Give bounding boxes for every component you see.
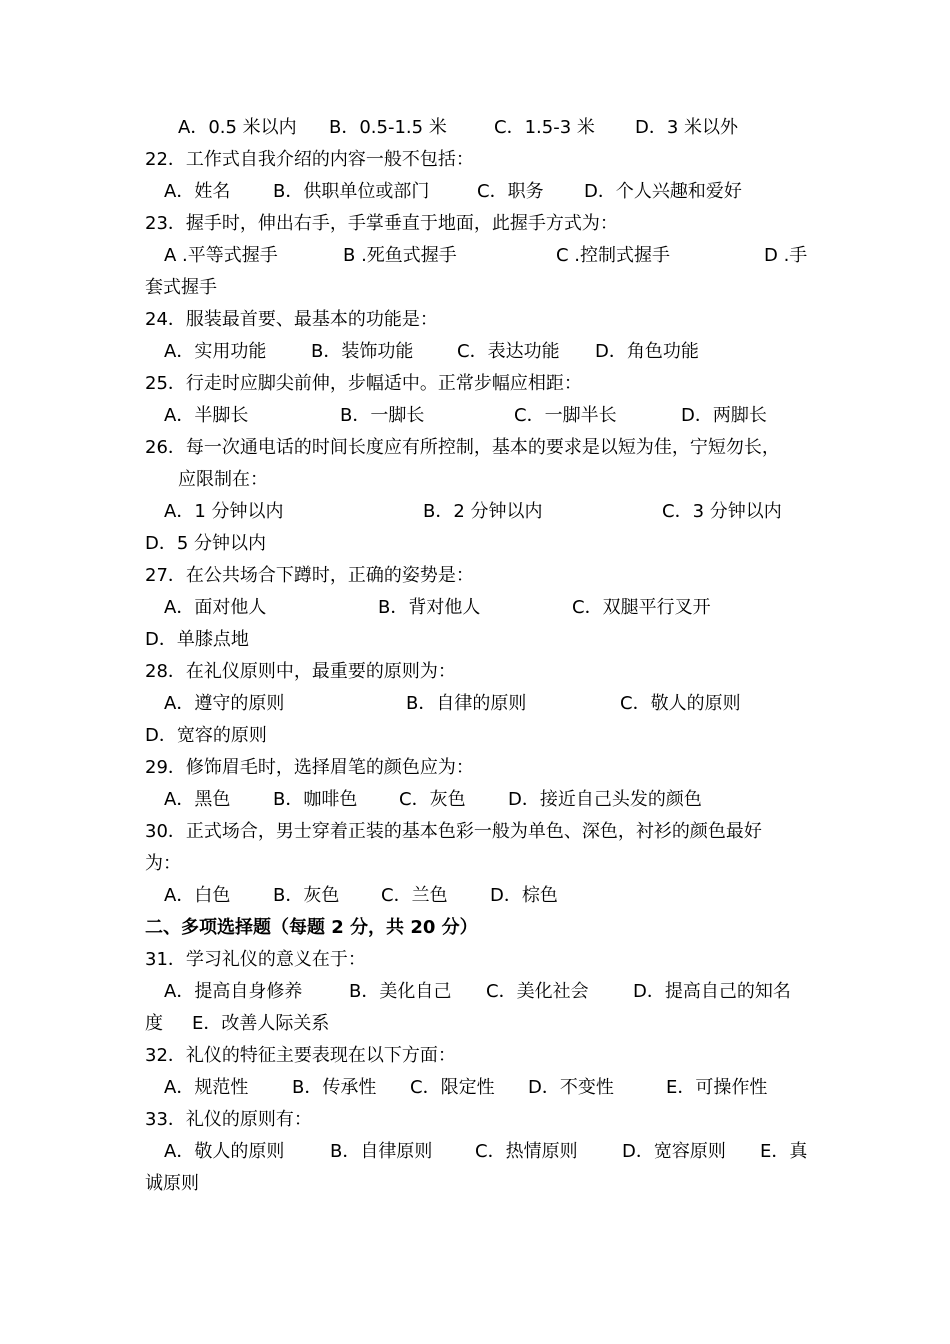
option-a: A．姓名 (164, 181, 231, 202)
option-a: A．遵守的原则 (164, 693, 285, 714)
option-d: D．接近自己头发的颜色 (508, 789, 702, 810)
q27-option-d: D．单膝点地 (145, 629, 249, 650)
question-28: 28．在礼仪原则中，最重要的原则为： (145, 661, 456, 682)
question-22: 22．工作式自我介绍的内容一般不包括： (145, 149, 474, 170)
question-26: 26．每一次通电话的时间长度应有所控制，基本的要求是以短为佳，宁短勿长， (145, 437, 780, 458)
option-d: D．角色功能 (595, 341, 699, 362)
option-b: B．自律的原则 (406, 693, 527, 714)
option-c: C．美化社会 (486, 981, 589, 1002)
option-b: B．供职单位或部门 (273, 181, 430, 202)
question-30-continued: 为： (145, 853, 181, 874)
option-c: C .控制式握手 (556, 245, 671, 266)
option-d-continued: 度 (145, 1013, 163, 1034)
option-c: C．热情原则 (475, 1141, 578, 1162)
question-30: 30．正式场合，男士穿着正装的基本色彩一般为单色、深色，衬衫的颜色最好 (145, 821, 762, 842)
option-d: D .手 (764, 245, 808, 266)
question-31: 31．学习礼仪的意义在于： (145, 949, 366, 970)
question-32: 32．礼仪的特征主要表现在以下方面： (145, 1045, 456, 1066)
option-d: D．提高自己的知名 (633, 981, 791, 1002)
option-b: B．美化自己 (349, 981, 452, 1002)
option-c: C．职务 (477, 181, 544, 202)
option-a: A．敬人的原则 (164, 1141, 285, 1162)
option-b: B．2 分钟以内 (423, 501, 543, 522)
q23-options-continued: 套式握手 (145, 277, 217, 298)
option-b: B．背对他人 (378, 597, 481, 618)
option-c: C．表达功能 (457, 341, 560, 362)
option-b: B．一脚长 (340, 405, 425, 426)
option-b: B．灰色 (273, 885, 340, 906)
option-d: D．两脚长 (681, 405, 767, 426)
question-29: 29．修饰眉毛时，选择眉笔的颜色应为： (145, 757, 474, 778)
option-c: C．限定性 (410, 1077, 495, 1098)
option-d: D．宽容原则 (622, 1141, 726, 1162)
option-a: A．实用功能 (164, 341, 267, 362)
option-e: E．可操作性 (666, 1077, 768, 1098)
option-d: D．3 米以外 (635, 117, 739, 138)
option-a: A．白色 (164, 885, 231, 906)
question-25: 25．行走时应脚尖前伸，步幅适中。正常步幅应相距： (145, 373, 582, 394)
option-a: A．0.5 米以内 (178, 117, 297, 138)
option-c: C．双腿平行叉开 (572, 597, 711, 618)
option-c: C．兰色 (381, 885, 448, 906)
option-e: E．改善人际关系 (192, 1013, 330, 1034)
option-c: C．一脚半长 (514, 405, 617, 426)
option-b: B．装饰功能 (311, 341, 414, 362)
option-a: A．面对他人 (164, 597, 267, 618)
option-d: D．不变性 (528, 1077, 614, 1098)
option-c: C．1.5-3 米 (494, 117, 595, 138)
option-a: A .平等式握手 (164, 245, 278, 266)
option-b: B．传承性 (292, 1077, 377, 1098)
question-26-continued: 应限制在： (178, 469, 268, 490)
option-c: C．灰色 (399, 789, 466, 810)
option-a: A．黑色 (164, 789, 231, 810)
option-a: A．规范性 (164, 1077, 249, 1098)
option-a: A．提高自身修养 (164, 981, 303, 1002)
option-a: A．1 分钟以内 (164, 501, 284, 522)
question-24: 24．服装最首要、最基本的功能是： (145, 309, 438, 330)
q26-option-d: D．5 分钟以内 (145, 533, 267, 554)
question-33: 33．礼仪的原则有： (145, 1109, 312, 1130)
option-c: C．3 分钟以内 (662, 501, 782, 522)
section-heading-multiple-choice: 二、多项选择题（每题 2 分，共 20 分） (145, 917, 478, 938)
q28-option-d: D．宽容的原则 (145, 725, 267, 746)
question-23: 23．握手时，伸出右手，手掌垂直于地面，此握手方式为： (145, 213, 618, 234)
option-d: D．棕色 (490, 885, 558, 906)
option-b: B．自律原则 (330, 1141, 433, 1162)
option-c: C．敬人的原则 (620, 693, 741, 714)
option-b: B．0.5-1.5 米 (329, 117, 447, 138)
option-a: A．半脚长 (164, 405, 249, 426)
option-e: E．真 (760, 1141, 808, 1162)
option-d: D．个人兴趣和爱好 (584, 181, 742, 202)
option-b: B .死鱼式握手 (343, 245, 457, 266)
question-27: 27．在公共场合下蹲时，正确的姿势是： (145, 565, 474, 586)
option-b: B．咖啡色 (273, 789, 358, 810)
q33-options-continued: 诚原则 (145, 1173, 199, 1194)
